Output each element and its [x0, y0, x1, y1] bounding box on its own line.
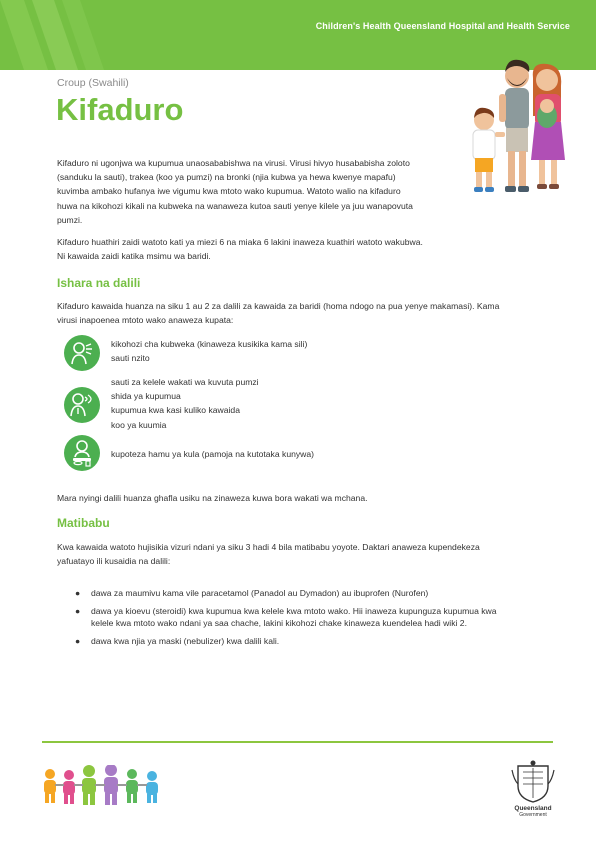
- text-line: Kifaduro ni ugonjwa wa kupumua unaosababishwa na virusi. Virusi hivyo husababisha zoloto: [57, 158, 410, 168]
- symptom-item: sauti nzito: [111, 353, 150, 364]
- poor-appetite-icon: [64, 435, 100, 471]
- symptom-item: kupumua kwa kasi kuliko kawaida: [111, 405, 240, 416]
- coughing-child-icon: [64, 335, 100, 371]
- symptom-list-appetite: [111, 447, 314, 461]
- treatment-bullet: [57, 605, 537, 630]
- symptom-item: sauti za kelele wakati wa kuvuta pumzi: [111, 377, 259, 387]
- text-line: kelele kwa mtoto wako ndani ya saa chache, lakini kikohozi chake kinaweza kuendelea hadi wiki 2.: [91, 618, 467, 628]
- page-title: Kifaduro: [56, 92, 184, 127]
- treatment-bullet: [57, 587, 537, 600]
- text-line: Kifaduro huathiri zaidi watoto kati ya miezi 6 na miaka 6 lakini inaweza kuathiri watoto wakubwa.: [57, 237, 423, 247]
- symptom-list-breathing: [111, 375, 259, 432]
- family-illustration: [463, 56, 573, 198]
- symptom-item: koo ya kuumia: [111, 419, 167, 430]
- section-heading-treatment: Matibabu: [57, 516, 110, 530]
- text-line: Kwa kawaida watoto hujisikia vizuri ndani ya siku 3 hadi 4 bila matibabu yoyote. Daktari anaweza kupendekeza: [57, 542, 480, 552]
- document-subtitle: Croup (Swahili): [57, 77, 129, 89]
- text-line: dawa za maumivu kama vile paracetamol (Panadol au Dymadon) au ibuprofen (Nurofen): [91, 588, 429, 598]
- bullet-icon: ●: [75, 605, 81, 616]
- intro-paragraph-2: [57, 235, 423, 263]
- symptom-item: shida ya kupumua: [111, 391, 181, 402]
- bullet-icon: ●: [75, 588, 81, 598]
- signs-intro: [57, 299, 499, 327]
- queensland-government-crest: [508, 760, 558, 818]
- crest-subtitle: Government: [519, 812, 547, 818]
- signs-outro: Mara nyingi dalili huanza ghafla usiku na zinaweza kuwa bora wakati wa mchana.: [57, 493, 368, 503]
- text-line: dawa kwa njia ya maski (nebulizer) kwa dalili kali.: [91, 635, 280, 646]
- treatment-bullet: [57, 635, 537, 648]
- treatment-bullet-list: [57, 587, 537, 652]
- symptom-item: kikohozi cha kubweka (kinaweza kusikika kama sili): [111, 339, 308, 349]
- text-line: dawa ya kioevu (steroidi) kwa kupumua kwa kelele kwa mtoto wako. Hii inaweza kupunguza kupumua kwa: [91, 605, 497, 616]
- symptom-list-cough: [111, 337, 307, 365]
- intro-paragraph-1: [57, 156, 413, 227]
- text-line: Kifaduro kawaida huanza na siku 1 au 2 za dalili za kawaida za baridi (homa ndogo na pua yenye makamasi). Kama: [57, 301, 500, 311]
- text-line: (sanduku la sauti), trakea (koo ya pumzi) na bronki (njia kubwa ya hewa kwenye mapafu): [57, 172, 396, 183]
- crest-name: Queensland: [514, 805, 552, 812]
- section-heading-signs: Ishara na dalili: [57, 276, 141, 290]
- text-line: Ni kawaida zaidi katika msimu wa baridi.: [57, 251, 211, 262]
- text-line: kuvimba ambako hufanya iwe vigumu kwa mtoto wako kupumua. Watoto walio na kifaduro: [57, 186, 401, 197]
- symptom-item: kupoteza hamu ya kula (pamoja na kutotaka kunywa): [111, 449, 315, 459]
- text-line: pumzi.: [57, 214, 83, 225]
- header-stripes-decoration: [0, 0, 140, 70]
- text-line: virusi inapoenea mtoto wako anaweza kupata:: [57, 315, 234, 326]
- text-line: yafuatayo ili kusaidia na dalili:: [57, 556, 171, 567]
- children-holding-hands-logo: [40, 765, 170, 807]
- breathing-difficulty-icon: [64, 387, 100, 423]
- text-line: huwa na kikohozi kikali na kubweka na wanaweza kutoa sauti yenye kilele ya juu wanapovuta: [57, 200, 413, 211]
- treatment-intro: [57, 540, 480, 568]
- organization-name: Children's Health Queensland Hospital and Health Service: [315, 21, 570, 31]
- bullet-icon: ●: [75, 635, 81, 646]
- footer-divider: [42, 741, 553, 743]
